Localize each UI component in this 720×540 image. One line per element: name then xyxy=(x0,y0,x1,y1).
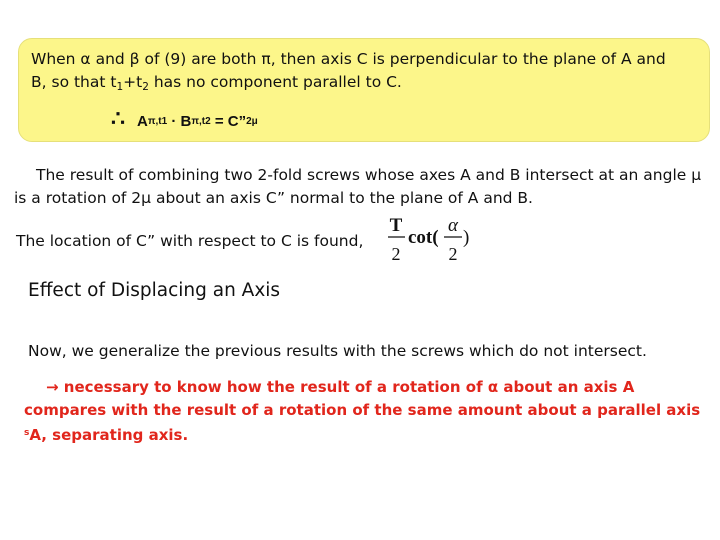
formula-alpha: α xyxy=(448,215,458,236)
callout-line-1: When α and β of (9) are both π, then axis C is perpendicular to the plane of A and xyxy=(31,50,666,68)
therefore-icon: ∴ xyxy=(111,106,125,131)
formula-b-subscript: π,t2 xyxy=(191,115,211,127)
callout-line-2-end: has no component parallel to C. xyxy=(148,73,402,91)
note-end-text: A, separating axis. xyxy=(29,426,189,444)
screw-product-formula xyxy=(111,108,258,134)
highlight-callout-box xyxy=(18,38,710,142)
callout-plus-t: +t xyxy=(123,73,143,91)
t1-subscript: 1 xyxy=(116,81,124,93)
section-heading: Effect of Displacing an Axis xyxy=(28,280,281,301)
location-paragraph: The location of C” with respect to C is found, xyxy=(16,232,364,250)
formula-numerator-t: T xyxy=(389,215,403,236)
formula-a-subscript: π,t1 xyxy=(147,115,168,127)
callout-text xyxy=(31,48,699,99)
formula-c-subscript: 2μ xyxy=(246,115,258,127)
formula-denominator: 2 xyxy=(391,244,401,264)
formula-close-paren: ) xyxy=(463,227,470,248)
arrow-icon: → xyxy=(46,378,59,396)
offset-formula xyxy=(386,212,476,266)
generalization-paragraph: Now, we generalize the previous results with the screws which do not intersect. xyxy=(28,342,647,360)
formula-equals-c: = C” xyxy=(210,112,247,130)
t2-subscript: 2 xyxy=(142,81,149,93)
formula-cot: cot( xyxy=(408,227,439,248)
note-main-text: necessary to know how the result of a rotation of α about an axis A compares with the result of a rotation of the same amount about a parallel axis xyxy=(24,378,701,419)
formula-arg-denominator: 2 xyxy=(448,244,458,264)
callout-line-2-start: B, so that t xyxy=(31,73,117,91)
combination-result-paragraph: The result of combining two 2-fold screws whose axes A and B intersect at an angle μ is a rotation of 2μ about an axis C” normal to the plane of A and B. xyxy=(14,166,702,207)
note-superscript-s: s xyxy=(24,428,30,438)
formula-a: A xyxy=(137,112,148,130)
formula-dot-b: · B xyxy=(167,112,192,130)
separating-axis-note xyxy=(24,376,704,447)
